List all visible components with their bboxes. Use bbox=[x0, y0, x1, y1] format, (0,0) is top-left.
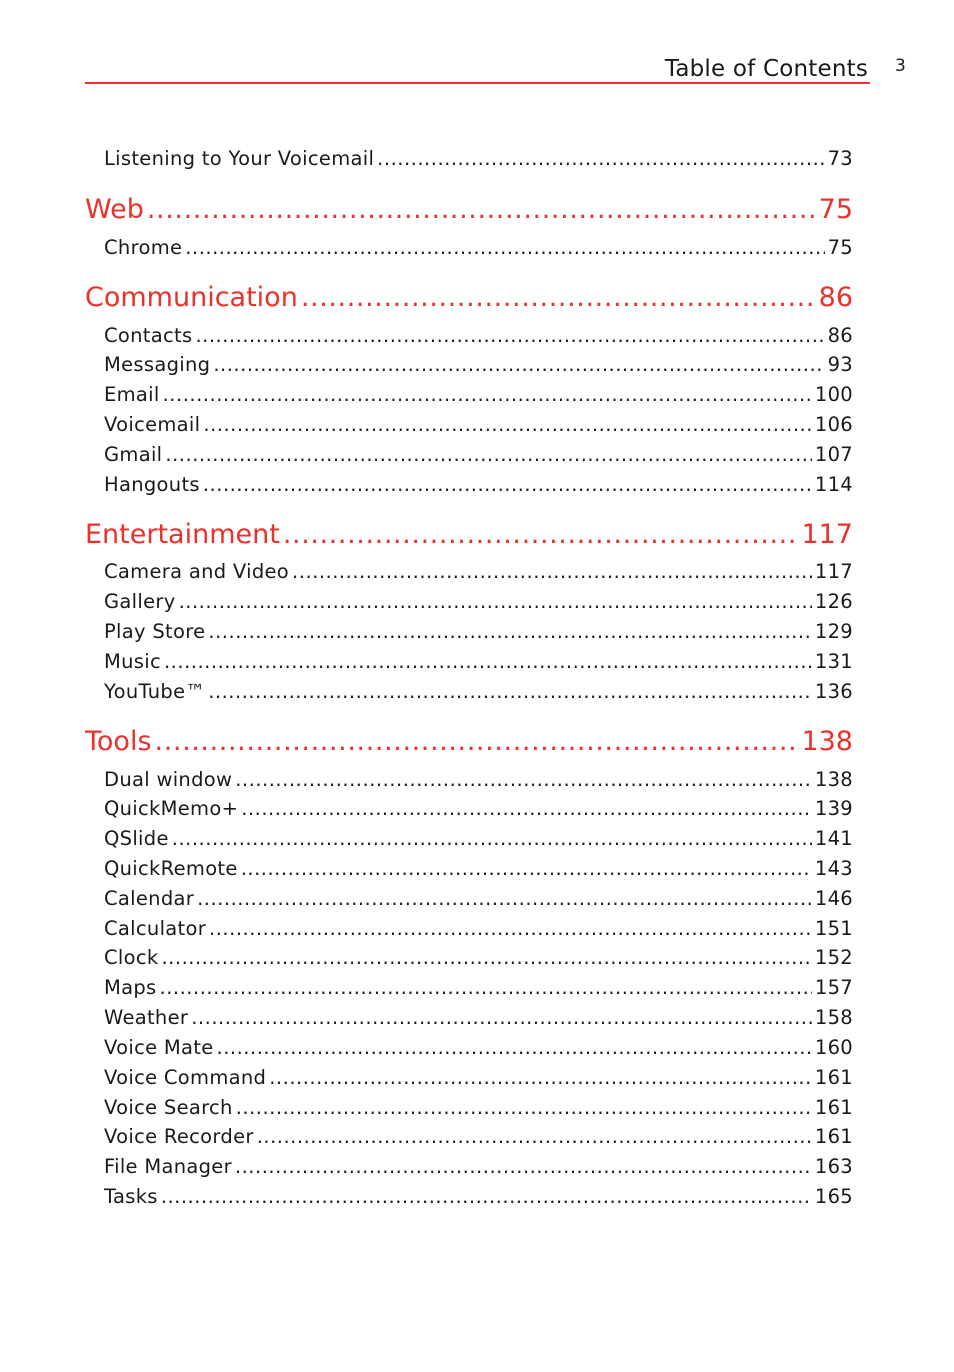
dot-leader bbox=[155, 726, 799, 757]
toc-page-number: 75 bbox=[818, 194, 853, 225]
toc-page-number: 126 bbox=[814, 590, 853, 613]
toc-entry-title: Messaging bbox=[104, 353, 211, 376]
toc-page-number: 136 bbox=[814, 680, 853, 703]
toc-entry-title: Maps bbox=[104, 976, 157, 999]
toc-entry-calculator[interactable] bbox=[104, 917, 853, 947]
toc-entry-title: Gmail bbox=[104, 443, 163, 466]
toc-page-number: 86 bbox=[818, 282, 853, 313]
toc-page-number: 152 bbox=[814, 946, 853, 969]
toc-page-number: 117 bbox=[814, 560, 853, 583]
dot-leader bbox=[164, 650, 812, 673]
toc-entry-title: Calendar bbox=[104, 887, 195, 910]
toc-entry-title: Calculator bbox=[104, 917, 207, 940]
toc-entry-qslide[interactable] bbox=[104, 827, 853, 857]
toc-entry-title: Voice Search bbox=[104, 1096, 233, 1119]
dot-leader bbox=[269, 1066, 812, 1089]
toc-entry-title: Hangouts bbox=[104, 473, 200, 496]
toc-page-number: 165 bbox=[814, 1185, 853, 1208]
toc-page-number: 114 bbox=[814, 473, 853, 496]
toc-section-title: Tools bbox=[85, 726, 152, 757]
toc-page-number: 131 bbox=[814, 650, 853, 673]
toc-page-number: 93 bbox=[827, 353, 853, 376]
toc-section-title: Entertainment bbox=[85, 519, 280, 550]
dot-leader bbox=[185, 236, 824, 259]
toc-entry-title: Camera and Video bbox=[104, 560, 290, 583]
page-number: 3 bbox=[895, 56, 906, 76]
toc-entry-title: Tasks bbox=[104, 1185, 158, 1208]
toc-page-number: 107 bbox=[814, 443, 853, 466]
toc-entry-calendar[interactable] bbox=[104, 887, 853, 917]
toc-page-number: 100 bbox=[814, 383, 853, 406]
dot-leader bbox=[208, 680, 812, 703]
toc-page-number: 141 bbox=[814, 827, 853, 850]
dot-leader bbox=[161, 1185, 812, 1208]
toc-page-number: 161 bbox=[814, 1125, 853, 1148]
toc-page-number: 75 bbox=[827, 236, 853, 259]
toc-page-number: 143 bbox=[814, 857, 853, 880]
dot-leader bbox=[197, 887, 812, 910]
toc-entry-messaging[interactable] bbox=[104, 353, 853, 383]
dot-leader bbox=[241, 857, 812, 880]
dot-leader bbox=[203, 473, 812, 496]
toc-entry-maps[interactable] bbox=[104, 976, 853, 1006]
toc-entry-email[interactable] bbox=[104, 383, 853, 413]
toc-entry-voice-search[interactable] bbox=[104, 1096, 853, 1126]
toc-entry-title: YouTube™ bbox=[104, 680, 206, 703]
toc-entry-gallery[interactable] bbox=[104, 590, 853, 620]
dot-leader bbox=[292, 560, 812, 583]
dot-leader bbox=[209, 917, 812, 940]
dot-leader bbox=[208, 620, 811, 643]
toc-page-number: 161 bbox=[814, 1096, 853, 1119]
toc-entry-voice-command[interactable] bbox=[104, 1066, 853, 1096]
toc-entry-youtube[interactable] bbox=[104, 680, 853, 710]
toc-page-number: 117 bbox=[801, 519, 853, 550]
dot-leader bbox=[191, 1006, 812, 1029]
toc-section-entertainment[interactable] bbox=[85, 519, 853, 559]
toc-entry-tasks[interactable] bbox=[104, 1185, 853, 1215]
toc-entry-play-store[interactable] bbox=[104, 620, 853, 650]
toc-entry-title: Weather bbox=[104, 1006, 189, 1029]
toc-entry-voice-mate[interactable] bbox=[104, 1036, 853, 1066]
dot-leader bbox=[301, 282, 816, 313]
toc-entry-gmail[interactable] bbox=[104, 443, 853, 473]
toc-page-number: 158 bbox=[814, 1006, 853, 1029]
toc-page-number: 138 bbox=[814, 768, 853, 791]
toc-entry-weather[interactable] bbox=[104, 1006, 853, 1036]
dot-leader bbox=[213, 353, 824, 376]
toc-entry-title: Email bbox=[104, 383, 160, 406]
toc-page-number: 161 bbox=[814, 1066, 853, 1089]
toc-entry-voice-recorder[interactable] bbox=[104, 1125, 853, 1155]
dot-leader bbox=[160, 976, 812, 999]
page-header bbox=[85, 52, 870, 84]
toc-page-number: 146 bbox=[814, 887, 853, 910]
dot-leader bbox=[165, 443, 811, 466]
toc-entry-title: Contacts bbox=[104, 324, 193, 347]
dot-leader bbox=[203, 413, 812, 436]
dot-leader bbox=[217, 1036, 812, 1059]
toc-section-tools[interactable] bbox=[85, 726, 853, 766]
dot-leader bbox=[283, 519, 799, 550]
toc-entry-title: QSlide bbox=[104, 827, 169, 850]
toc-page-number: 139 bbox=[814, 797, 853, 820]
dot-leader bbox=[147, 194, 816, 225]
toc-section-communication[interactable] bbox=[85, 282, 853, 322]
dot-leader bbox=[241, 797, 812, 820]
toc-page-number: 86 bbox=[827, 324, 853, 347]
dot-leader bbox=[161, 946, 811, 969]
toc-entry-title: Voice Recorder bbox=[104, 1125, 254, 1148]
toc-entry-music[interactable] bbox=[104, 650, 853, 680]
toc-page-number: 160 bbox=[814, 1036, 853, 1059]
dot-leader bbox=[235, 768, 812, 791]
toc-entry-title: Play Store bbox=[104, 620, 206, 643]
toc-entry-title: QuickMemo+ bbox=[104, 797, 239, 820]
toc-entry-title: Voice Mate bbox=[104, 1036, 214, 1059]
toc-entry-voicemail[interactable] bbox=[104, 413, 853, 443]
toc-section-title: Communication bbox=[85, 282, 298, 313]
toc-section-title: Web bbox=[85, 194, 144, 225]
dot-leader bbox=[195, 324, 824, 347]
dot-leader bbox=[179, 590, 812, 613]
toc-entry-title: Listening to Your Voicemail bbox=[104, 147, 375, 170]
toc-entry-contacts[interactable] bbox=[104, 324, 853, 354]
toc-entry-listening-to-your-voicemail[interactable] bbox=[104, 147, 853, 177]
toc-entry-title: File Manager bbox=[104, 1155, 232, 1178]
toc-page-number: 151 bbox=[814, 917, 853, 940]
dot-leader bbox=[377, 147, 824, 170]
header-title: Table of Contents bbox=[664, 56, 868, 82]
dot-leader bbox=[236, 1096, 812, 1119]
toc-entry-camera-and-video[interactable] bbox=[104, 560, 853, 590]
toc-entry-title: Music bbox=[104, 650, 161, 673]
toc-entry-clock[interactable] bbox=[104, 946, 853, 976]
toc-page-number: 73 bbox=[827, 147, 853, 170]
toc-page-number: 138 bbox=[801, 726, 853, 757]
toc-entry-title: Voice Command bbox=[104, 1066, 267, 1089]
toc-page-number: 163 bbox=[814, 1155, 853, 1178]
toc-entry-chrome[interactable] bbox=[104, 236, 853, 266]
toc-page-number: 157 bbox=[814, 976, 853, 999]
toc-entry-dual-window[interactable] bbox=[104, 768, 853, 798]
toc-page-number: 129 bbox=[814, 620, 853, 643]
toc-entry-title: Clock bbox=[104, 946, 159, 969]
toc-entry-hangouts[interactable] bbox=[104, 473, 853, 503]
toc-entry-title: Dual window bbox=[104, 768, 233, 791]
dot-leader bbox=[163, 383, 812, 406]
toc-entry-title: Gallery bbox=[104, 590, 176, 613]
toc-section-web[interactable] bbox=[85, 194, 853, 234]
toc-entry-quickmemo[interactable] bbox=[104, 797, 853, 827]
toc-entry-title: QuickRemote bbox=[104, 857, 238, 880]
toc-entry-quickremote[interactable] bbox=[104, 857, 853, 887]
toc-entry-file-manager[interactable] bbox=[104, 1155, 853, 1185]
toc-page-number: 106 bbox=[814, 413, 853, 436]
dot-leader bbox=[257, 1125, 812, 1148]
toc-entry-title: Voicemail bbox=[104, 413, 201, 436]
dot-leader bbox=[235, 1155, 812, 1178]
dot-leader bbox=[172, 827, 812, 850]
toc-entry-title: Chrome bbox=[104, 236, 183, 259]
